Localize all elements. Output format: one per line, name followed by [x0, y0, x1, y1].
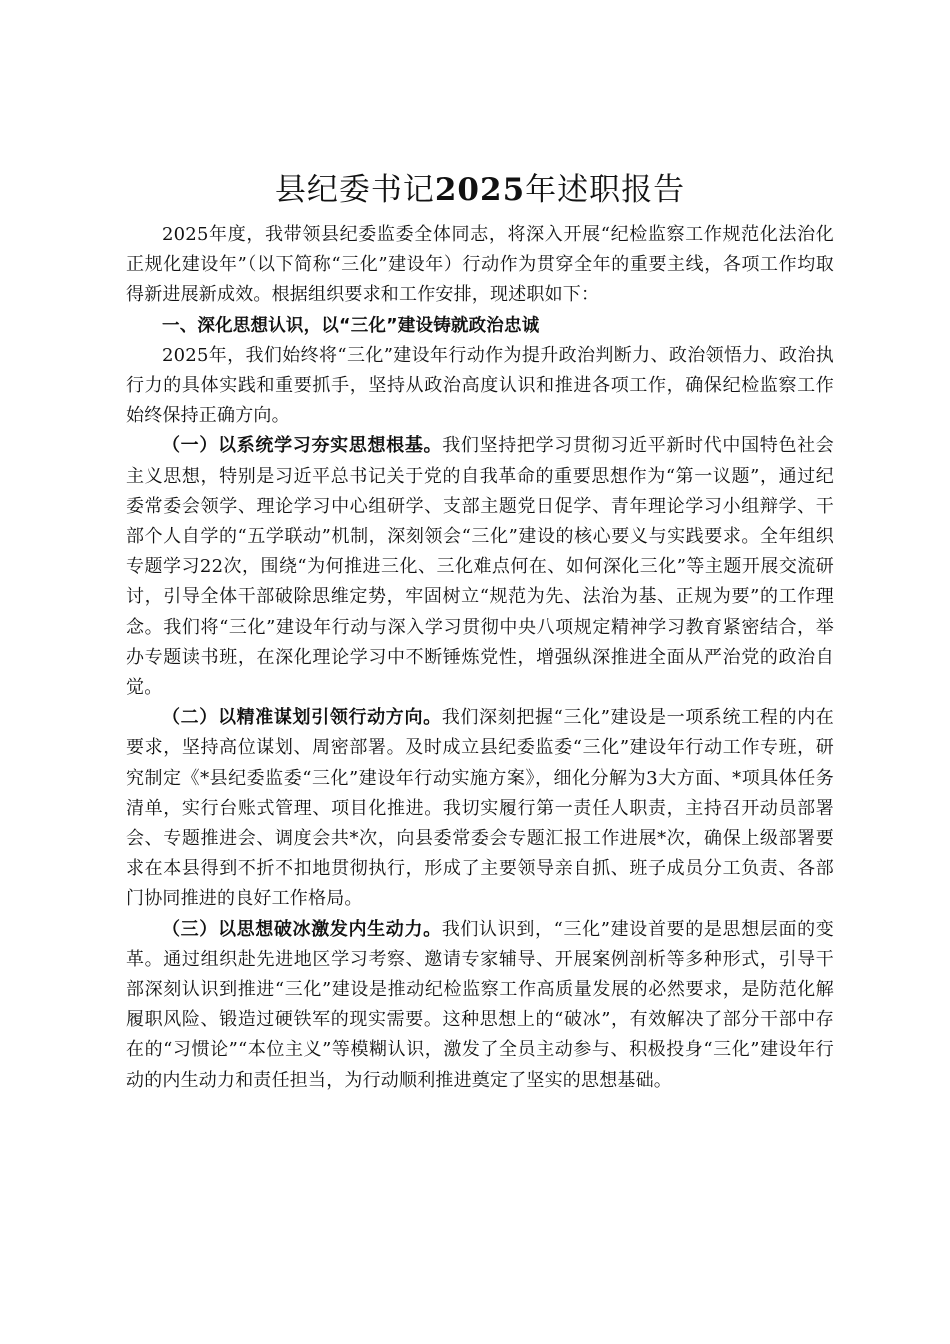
intro-paragraph: 2025年度，我带领县纪委监委全体同志，将深入开展“纪检监察工作规范化法治化正规化建设年”（以下简称“三化”建设年）行动作为贯穿全年的重要主线，各项工作均取得新进展新成效。根据组织要求和工作安排，现述职如下： [126, 224, 834, 306]
section-1-paragraph: 2025年，我们始终将“三化”建设年行动作为提升政治判断力、政治领悟力、政治执行力的具体实践和重要抓手，坚持从政治高度认识和推进各项工作，确保纪检监察工作始终保持正确方向。 [126, 344, 834, 427]
subsection-3-text: 我们认识到，“三化”建设首要的是思想层面的变革。通过组织赴先进地区学习考察、邀请专家辅导、开展案例剖析等多种形式，引导干部深刻认识到推进“三化”建设是推动纪检监察工作高质量发展的必然要求，是防范化解履职风险、锻造过硬铁军的现实需要。这种思想上的“破冰”，有效解决了部分干部中存在的“习惯论”“本位主义”等模糊认识，激发了全员主动参与、积极投身“三化”建设年行动的内生动力和责任担当，为行动顺利推进奠定了坚实的思想基础。 [126, 918, 834, 1091]
section-heading-1: 一、深化思想认识，以“三化”建设铸就政治忠诚 [162, 315, 540, 336]
title-prefix: 县纪委书记 [274, 172, 435, 208]
subsection-1-paragraph [126, 431, 834, 703]
subsection-3-lead: （三）以思想破冰激发内生动力。 [162, 918, 442, 940]
document-title [126, 168, 834, 212]
title-suffix: 年述职报告 [525, 172, 686, 208]
subsection-2-text: 我们深刻把握“三化”建设是一项系统工程的内在要求，坚持高位谋划、周密部署。及时成立县纪委监委“三化”建设年行动工作专班，研究制定《*县纪委监委“三化”建设年行动实施方案》，细化分解为3大方面、*项具体任务清单，实行台账式管理、项目化推进。我切实履行第一责任人职责，主持召开动员部署会、专题推进会、调度会共*次，向县委常委会专题汇报工作进展*次，确保上级部署要求在本县得到不折不扣地贯彻执行，形成了主要领导亲自抓、班子成员分工负责、各部门协同推进的良好工作格局。 [126, 707, 834, 910]
subsection-3-paragraph [126, 915, 834, 1096]
subsection-1-lead: （一）以系统学习夯实思想根基。 [162, 435, 443, 457]
subsection-2-lead: （二）以精准谋划引领行动方向。 [162, 707, 442, 729]
subsection-2-paragraph [126, 703, 834, 914]
title-year: 2025 [434, 172, 526, 208]
document-body [126, 220, 834, 1096]
subsection-1-text: 我们坚持把学习贯彻习近平新时代中国特色社会主义思想，特别是习近平总书记关于党的自我革命的重要思想作为“第一议题”，通过纪委常委会领学、理论学习中心组研学、支部主题党日促学、青年理论学习小组辩学、干部个人自学的“五学联动”机制，深刻领会“三化”建设的核心要义与实践要求。全年组织专题学习22次，围绕“为何推进三化、三化难点何在、如何深化三化”等主题开展交流研讨，引导全体干部破除思维定势，牢固树立“规范为先、法治为基、正规为要”的工作理念。我们将“三化”建设年行动与深入学习贯彻中央八项规定精神学习教育紧密结合，举办专题读书班，在深化理论学习中不断锤炼党性，增强纵深推进全面从严治党的政治自觉。 [126, 435, 834, 699]
